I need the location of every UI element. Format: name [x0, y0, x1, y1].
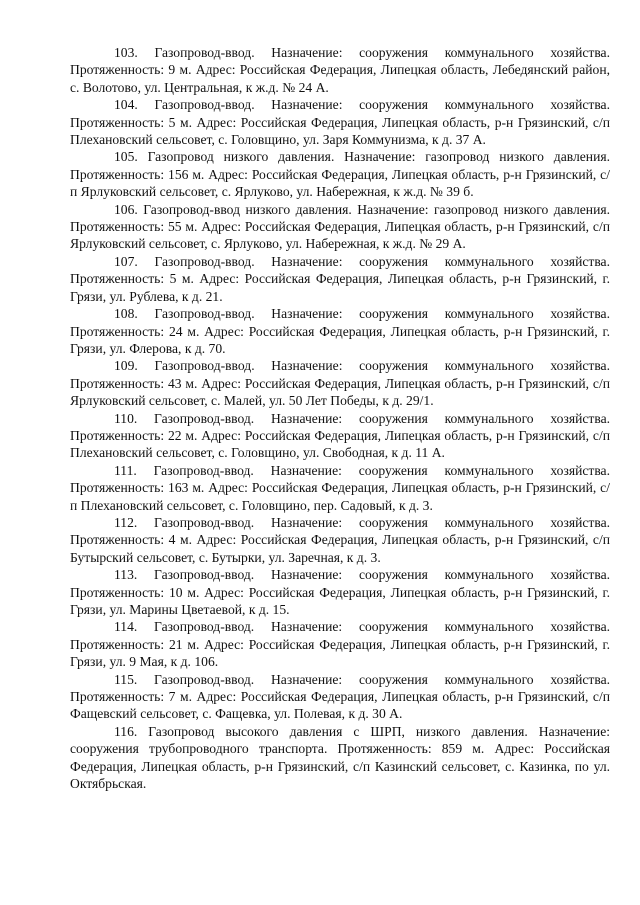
list-item-109 — [70, 357, 610, 409]
list-item-text: 103. Газопровод-ввод. Назначение: сооружения коммунального хозяйства. Протяженность: 9 м. Адрес: Российская Федерация, Липецкая область, Лебедянский район, с. Волотово, ул. Центральная, к ж.д. № 24 А. — [70, 45, 610, 95]
list-item-text: 106. Газопровод-ввод низкого давления. Назначение: газопровод низкого давления. Протяженность: 55 м. Адрес: Российская Федерация, Липецкая область, р-н Грязинский, с/п Ярлуковский сельсовет, с. Ярлуково, ул. Набережная, к ж.д. № 29 А. — [70, 201, 610, 252]
list-item-text: 113. Газопровод-ввод. Назначение: сооружения коммунального хозяйства. Протяженность: 10 м. Адрес: Российская Федерация, Липецкая область, р-н Грязинский, г. Грязи, ул. Марины Цветаевой, к д. 15. — [70, 567, 610, 617]
list-item-105 — [70, 148, 610, 200]
list-item-114 — [70, 618, 610, 670]
list-item-text: 114. Газопровод-ввод. Назначение: сооружения коммунального хозяйства. Протяженность: 21 м. Адрес: Российская Федерация, Липецкая область, р-н Грязинский, г. Грязи, ул. 9 Мая, к д. 106. — [70, 619, 610, 670]
list-item-107 — [70, 253, 610, 305]
list-item-103 — [70, 44, 610, 96]
list-item-text: 110. Газопровод-ввод. Назначение: сооружения коммунального хозяйства. Протяженность: 22 м. Адрес: Российская Федерация, Липецкая область, р-н Грязинский, с/п Плехановский сельсовет, с. Головщино, ул. Свободная, к д. 11 А. — [70, 410, 610, 461]
list-item-text: 108. Газопровод-ввод. Назначение: сооружения коммунального хозяйства. Протяженность: 24 м. Адрес: Российская Федерация, Липецкая область, р-н Грязинский, г. Грязи, ул. Флерова, к д. 70. — [70, 306, 610, 356]
list-item-110 — [70, 410, 610, 462]
list-item-104 — [70, 96, 610, 148]
list-item-text: 109. Газопровод-ввод. Назначение: сооружения коммунального хозяйства. Протяженность: 43 м. Адрес: Российская Федерация, Липецкая область, р-н Грязинский, с/п Ярлуковский сельсовет, с. Малей, ул. 50 Лет Победы, к д. 29/1. — [70, 358, 610, 409]
list-item-106 — [70, 201, 610, 253]
document-page — [70, 44, 610, 792]
list-item-116 — [70, 723, 610, 793]
list-item-text: 116. Газопровод высокого давления с ШРП, низкого давления. Назначение: сооружения трубопроводного транспорта. Протяженность: 859 м. Адрес: Российская Федерация, Липецкая область, р-н Грязинский, с/п Казинский сельсовет, с. Казинка, по ул. Октябрьская. — [70, 723, 610, 792]
list-item-115 — [70, 671, 610, 723]
list-item-text: 111. Газопровод-ввод. Назначение: сооружения коммунального хозяйства. Протяженность: 163 м. Адрес: Российская Федерация, Липецкая область, р-н Грязинский, с/п Плехановский сельсовет, с. Головщино, пер. Садовый, к д. 3. — [70, 462, 610, 513]
list-item-text: 112. Газопровод-ввод. Назначение: сооружения коммунального хозяйства. Протяженность: 4 м. Адрес: Российская Федерация, Липецкая область, р-н Грязинский, с/п Бутырский сельсовет, с. Бутырки, ул. Заречная, к д. 3. — [70, 514, 610, 565]
list-item-111 — [70, 462, 610, 514]
list-item-112 — [70, 514, 610, 566]
list-item-text: 115. Газопровод-ввод. Назначение: сооружения коммунального хозяйства. Протяженность: 7 м. Адрес: Российская Федерация, Липецкая область, р-н Грязинский, с/п Фащевский сельсовет, с. Фащевка, ул. Полевая, к д. 30 А. — [70, 671, 610, 722]
list-item-113 — [70, 566, 610, 618]
list-item-text: 104. Газопровод-ввод. Назначение: сооружения коммунального хозяйства. Протяженность: 5 м. Адрес: Российская Федерация, Липецкая область, р-н Грязинский, с/п Плехановский сельсовет, с. Головщино, ул. Заря Коммунизма, к д. 37 А. — [70, 97, 610, 148]
list-item-text: 107. Газопровод-ввод. Назначение: сооружения коммунального хозяйства. Протяженность: 5 м. Адрес: Российская Федерация, Липецкая область, р-н Грязинский, г. Грязи, ул. Рублева, к д. 21. — [70, 253, 610, 304]
list-item-text: 105. Газопровод низкого давления. Назначение: газопровод низкого давления. Протяженность: 156 м. Адрес: Российская Федерация, Липецкая область, р-н Грязинский, с/п Ярлуковский сельсовет, с. Ярлуково, ул. Набережная, к ж.д. № 39 б. — [70, 149, 610, 200]
list-item-108 — [70, 305, 610, 357]
